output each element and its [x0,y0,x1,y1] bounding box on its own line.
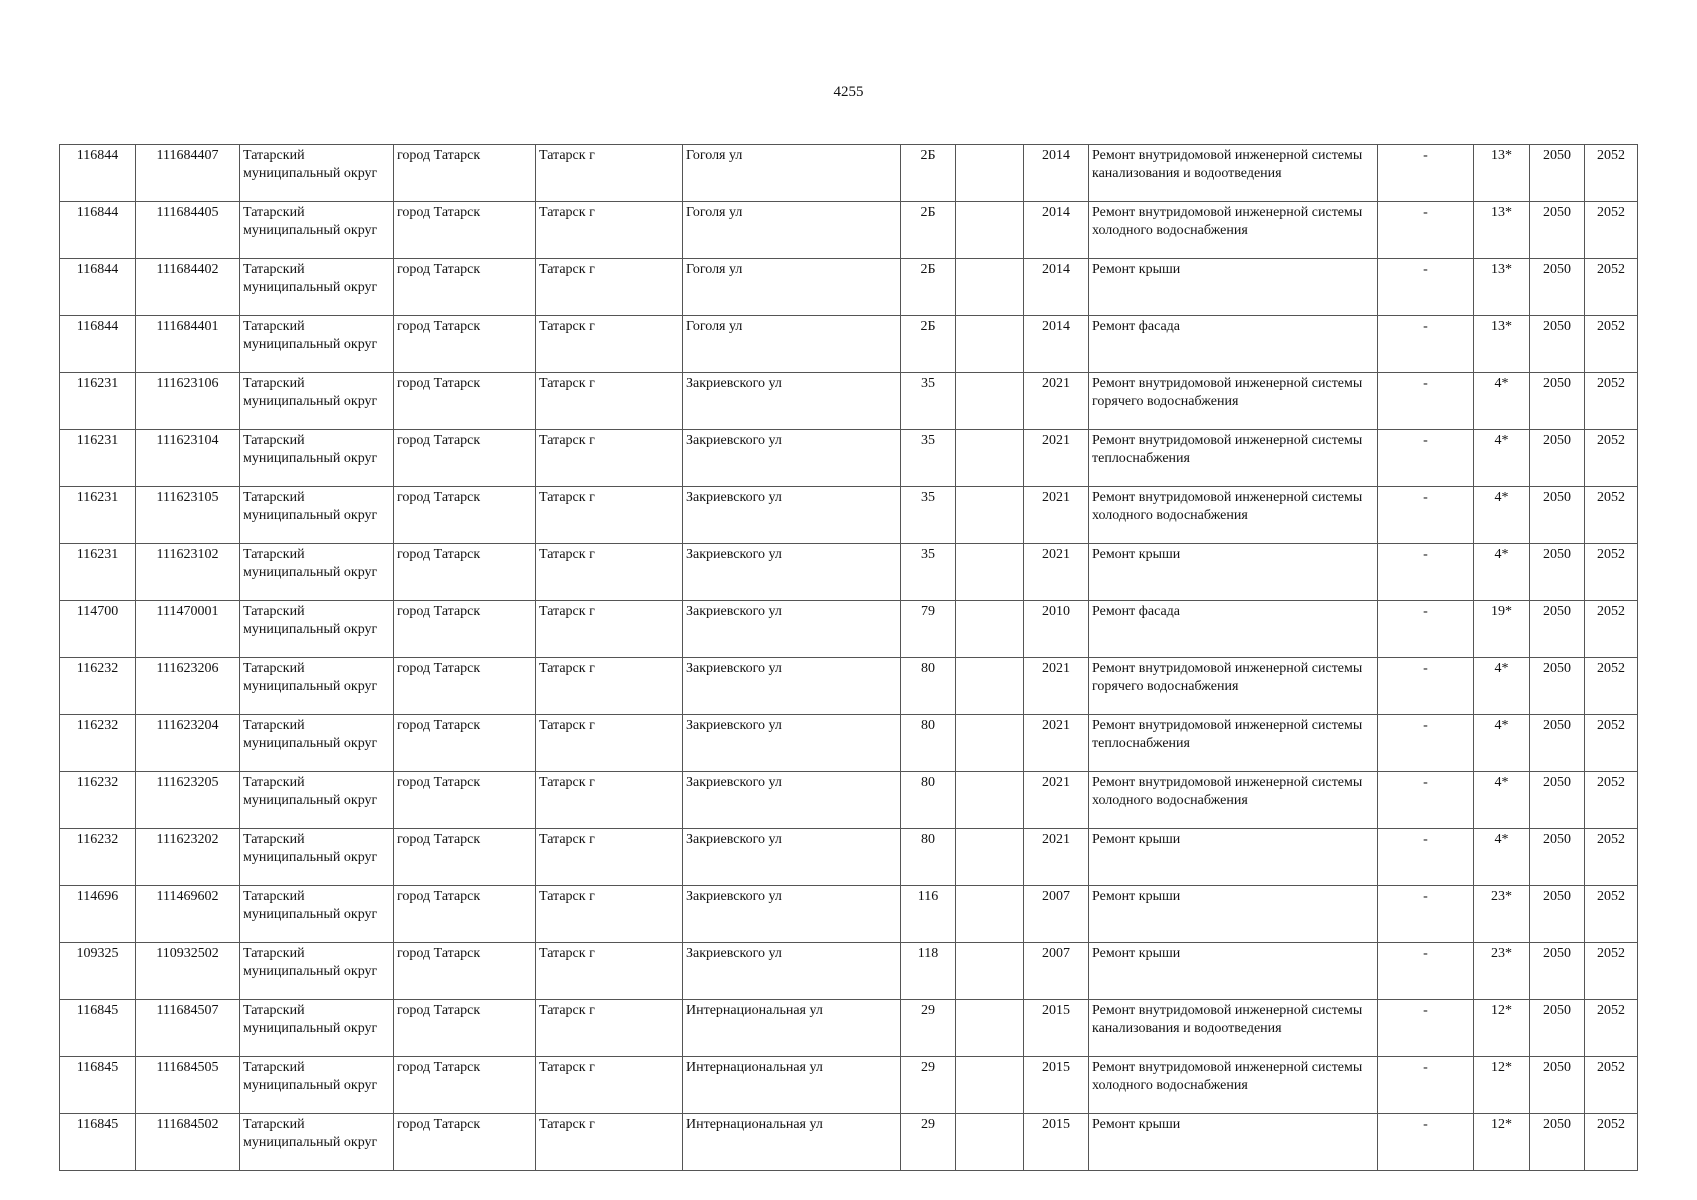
cell-street: Закриевского ул [683,772,901,829]
cell-locality: Татарск г [536,145,683,202]
cell-term: 4* [1474,373,1530,430]
cell-element-id: 110932502 [136,943,240,1000]
cell-municipality: Татарский муниципальный округ [240,1057,394,1114]
cell-plan-start: 2050 [1530,715,1585,772]
table-row [60,145,1638,202]
table-row [60,715,1638,772]
cell-element-id: 111623104 [136,430,240,487]
cell-municipality: Татарский муниципальный округ [240,1000,394,1057]
cell-element-id: 111623204 [136,715,240,772]
cell-building [956,145,1024,202]
cell-locality: Татарск г [536,1114,683,1171]
cell-plan-start: 2050 [1530,1000,1585,1057]
cell-municipality: Татарский муниципальный округ [240,544,394,601]
cell-municipality: Татарский муниципальный округ [240,430,394,487]
cell-settlement: город Татарск [394,886,536,943]
cell-locality: Татарск г [536,715,683,772]
cell-term: 4* [1474,829,1530,886]
cell-element-id: 111623206 [136,658,240,715]
table-row [60,544,1638,601]
cell-house-id: 116844 [60,202,136,259]
cell-locality: Татарск г [536,772,683,829]
cell-plan-end: 2052 [1585,145,1638,202]
cell-settlement: город Татарск [394,1114,536,1171]
cell-term: 12* [1474,1000,1530,1057]
cell-term: 19* [1474,601,1530,658]
cell-blank-mark: - [1378,544,1474,601]
cell-settlement: город Татарск [394,829,536,886]
cell-settlement: город Татарск [394,145,536,202]
cell-locality: Татарск г [536,1000,683,1057]
cell-blank-mark: - [1378,772,1474,829]
cell-term: 4* [1474,487,1530,544]
cell-house-id: 116232 [60,715,136,772]
cell-plan-end: 2052 [1585,544,1638,601]
cell-year-built: 2021 [1024,658,1089,715]
cell-street: Закриевского ул [683,601,901,658]
table-body [60,145,1638,1171]
cell-house-number: 80 [901,829,956,886]
cell-year-built: 2015 [1024,1000,1089,1057]
cell-locality: Татарск г [536,886,683,943]
table-row [60,772,1638,829]
cell-house-id: 116845 [60,1057,136,1114]
table-row [60,829,1638,886]
cell-blank-mark: - [1378,829,1474,886]
cell-blank-mark: - [1378,145,1474,202]
cell-building [956,886,1024,943]
cell-house-number: 118 [901,943,956,1000]
cell-building [956,430,1024,487]
cell-street: Закриевского ул [683,829,901,886]
cell-municipality: Татарский муниципальный округ [240,316,394,373]
cell-work-type: Ремонт внутридомовой инженерной системы канализования и водоотведения [1089,1000,1378,1057]
cell-year-built: 2014 [1024,145,1089,202]
cell-year-built: 2014 [1024,259,1089,316]
cell-plan-end: 2052 [1585,1000,1638,1057]
cell-street: Гоголя ул [683,202,901,259]
cell-street: Закриевского ул [683,430,901,487]
cell-element-id: 111684502 [136,1114,240,1171]
registry-table [59,144,1638,1171]
cell-house-number: 80 [901,715,956,772]
cell-year-built: 2021 [1024,430,1089,487]
cell-plan-end: 2052 [1585,772,1638,829]
cell-plan-start: 2050 [1530,1057,1585,1114]
cell-street: Гоголя ул [683,259,901,316]
cell-locality: Татарск г [536,601,683,658]
cell-building [956,202,1024,259]
cell-plan-end: 2052 [1585,886,1638,943]
cell-plan-end: 2052 [1585,1057,1638,1114]
cell-municipality: Татарский муниципальный округ [240,202,394,259]
cell-building [956,715,1024,772]
cell-building [956,487,1024,544]
cell-term: 4* [1474,772,1530,829]
cell-settlement: город Татарск [394,601,536,658]
table-row [60,430,1638,487]
cell-municipality: Татарский муниципальный округ [240,601,394,658]
cell-building [956,544,1024,601]
cell-street: Закриевского ул [683,886,901,943]
table-row [60,373,1638,430]
cell-work-type: Ремонт крыши [1089,886,1378,943]
cell-house-number: 29 [901,1000,956,1057]
cell-plan-end: 2052 [1585,715,1638,772]
cell-building [956,658,1024,715]
cell-locality: Татарск г [536,202,683,259]
cell-blank-mark: - [1378,658,1474,715]
table-row [60,886,1638,943]
cell-house-id: 109325 [60,943,136,1000]
cell-locality: Татарск г [536,259,683,316]
cell-plan-start: 2050 [1530,886,1585,943]
cell-street: Закриевского ул [683,715,901,772]
cell-blank-mark: - [1378,259,1474,316]
cell-blank-mark: - [1378,487,1474,544]
cell-street: Закриевского ул [683,373,901,430]
cell-house-number: 80 [901,772,956,829]
cell-term: 12* [1474,1114,1530,1171]
cell-term: 13* [1474,259,1530,316]
table-row [60,202,1638,259]
cell-year-built: 2015 [1024,1114,1089,1171]
cell-element-id: 111684505 [136,1057,240,1114]
cell-work-type: Ремонт внутридомовой инженерной системы теплоснабжения [1089,715,1378,772]
cell-plan-start: 2050 [1530,544,1585,601]
cell-settlement: город Татарск [394,487,536,544]
cell-locality: Татарск г [536,658,683,715]
cell-element-id: 111684507 [136,1000,240,1057]
cell-plan-start: 2050 [1530,829,1585,886]
cell-municipality: Татарский муниципальный округ [240,715,394,772]
cell-street: Интернациональная ул [683,1057,901,1114]
cell-street: Закриевского ул [683,658,901,715]
cell-settlement: город Татарск [394,373,536,430]
cell-element-id: 111684402 [136,259,240,316]
cell-settlement: город Татарск [394,943,536,1000]
cell-plan-start: 2050 [1530,658,1585,715]
cell-term: 4* [1474,430,1530,487]
cell-municipality: Татарский муниципальный округ [240,829,394,886]
cell-street: Закриевского ул [683,487,901,544]
cell-element-id: 111469602 [136,886,240,943]
cell-work-type: Ремонт внутридомовой инженерной системы холодного водоснабжения [1089,1057,1378,1114]
cell-term: 13* [1474,145,1530,202]
table-row [60,1114,1638,1171]
cell-house-number: 2Б [901,202,956,259]
cell-settlement: город Татарск [394,715,536,772]
cell-blank-mark: - [1378,1114,1474,1171]
cell-plan-end: 2052 [1585,430,1638,487]
cell-plan-end: 2052 [1585,202,1638,259]
cell-year-built: 2014 [1024,202,1089,259]
cell-house-id: 116845 [60,1000,136,1057]
cell-term: 23* [1474,886,1530,943]
cell-plan-start: 2050 [1530,259,1585,316]
cell-plan-end: 2052 [1585,829,1638,886]
cell-settlement: город Татарск [394,772,536,829]
cell-work-type: Ремонт крыши [1089,943,1378,1000]
cell-work-type: Ремонт внутридомовой инженерной системы теплоснабжения [1089,430,1378,487]
cell-house-id: 116844 [60,259,136,316]
cell-term: 12* [1474,1057,1530,1114]
cell-locality: Татарск г [536,943,683,1000]
cell-house-id: 116845 [60,1114,136,1171]
cell-locality: Татарск г [536,373,683,430]
cell-work-type: Ремонт внутридомовой инженерной системы холодного водоснабжения [1089,202,1378,259]
table-row [60,1000,1638,1057]
table-row [60,259,1638,316]
cell-work-type: Ремонт внутридомовой инженерной системы горячего водоснабжения [1089,658,1378,715]
cell-element-id: 111623202 [136,829,240,886]
cell-building [956,1114,1024,1171]
cell-work-type: Ремонт фасада [1089,601,1378,658]
cell-municipality: Татарский муниципальный округ [240,373,394,430]
cell-work-type: Ремонт крыши [1089,544,1378,601]
cell-settlement: город Татарск [394,544,536,601]
cell-building [956,829,1024,886]
cell-term: 13* [1474,202,1530,259]
cell-plan-start: 2050 [1530,430,1585,487]
cell-municipality: Татарский муниципальный округ [240,145,394,202]
cell-year-built: 2021 [1024,715,1089,772]
cell-house-number: 29 [901,1114,956,1171]
cell-plan-end: 2052 [1585,1114,1638,1171]
cell-municipality: Татарский муниципальный округ [240,1114,394,1171]
cell-house-number: 79 [901,601,956,658]
cell-settlement: город Татарск [394,430,536,487]
cell-settlement: город Татарск [394,1057,536,1114]
cell-blank-mark: - [1378,601,1474,658]
cell-blank-mark: - [1378,316,1474,373]
cell-plan-start: 2050 [1530,373,1585,430]
cell-house-number: 35 [901,544,956,601]
cell-plan-start: 2050 [1530,487,1585,544]
cell-house-id: 114700 [60,601,136,658]
cell-year-built: 2010 [1024,601,1089,658]
cell-street: Закриевского ул [683,943,901,1000]
cell-locality: Татарск г [536,1057,683,1114]
cell-street: Гоголя ул [683,145,901,202]
cell-blank-mark: - [1378,430,1474,487]
cell-blank-mark: - [1378,886,1474,943]
cell-house-id: 114696 [60,886,136,943]
cell-house-number: 35 [901,430,956,487]
cell-plan-end: 2052 [1585,316,1638,373]
cell-term: 23* [1474,943,1530,1000]
table-row [60,316,1638,373]
cell-house-id: 116231 [60,544,136,601]
cell-plan-end: 2052 [1585,658,1638,715]
cell-house-id: 116844 [60,145,136,202]
cell-year-built: 2007 [1024,943,1089,1000]
cell-house-number: 2Б [901,259,956,316]
cell-street: Интернациональная ул [683,1114,901,1171]
cell-plan-end: 2052 [1585,487,1638,544]
cell-plan-start: 2050 [1530,202,1585,259]
cell-element-id: 111470001 [136,601,240,658]
cell-house-id: 116844 [60,316,136,373]
cell-street: Закриевского ул [683,544,901,601]
cell-year-built: 2021 [1024,487,1089,544]
cell-house-number: 35 [901,487,956,544]
cell-blank-mark: - [1378,1057,1474,1114]
cell-year-built: 2014 [1024,316,1089,373]
cell-term: 4* [1474,715,1530,772]
cell-municipality: Татарский муниципальный округ [240,943,394,1000]
cell-house-id: 116232 [60,658,136,715]
cell-blank-mark: - [1378,373,1474,430]
cell-locality: Татарск г [536,487,683,544]
cell-locality: Татарск г [536,544,683,601]
cell-street: Интернациональная ул [683,1000,901,1057]
cell-house-number: 116 [901,886,956,943]
cell-settlement: город Татарск [394,658,536,715]
cell-municipality: Татарский муниципальный округ [240,658,394,715]
cell-blank-mark: - [1378,943,1474,1000]
cell-work-type: Ремонт крыши [1089,1114,1378,1171]
cell-house-id: 116232 [60,829,136,886]
cell-house-number: 35 [901,373,956,430]
cell-plan-start: 2050 [1530,316,1585,373]
cell-year-built: 2007 [1024,886,1089,943]
cell-house-id: 116231 [60,487,136,544]
cell-plan-start: 2050 [1530,1114,1585,1171]
table-row [60,943,1638,1000]
cell-plan-start: 2050 [1530,601,1585,658]
cell-street: Гоголя ул [683,316,901,373]
cell-house-id: 116232 [60,772,136,829]
table-row [60,487,1638,544]
cell-work-type: Ремонт крыши [1089,829,1378,886]
cell-house-number: 2Б [901,145,956,202]
cell-plan-start: 2050 [1530,145,1585,202]
cell-building [956,259,1024,316]
cell-house-number: 29 [901,1057,956,1114]
cell-building [956,373,1024,430]
cell-work-type: Ремонт внутридомовой инженерной системы канализования и водоотведения [1089,145,1378,202]
table-row [60,658,1638,715]
table-row [60,601,1638,658]
cell-settlement: город Татарск [394,202,536,259]
cell-element-id: 111684401 [136,316,240,373]
cell-blank-mark: - [1378,1000,1474,1057]
cell-building [956,601,1024,658]
cell-plan-start: 2050 [1530,772,1585,829]
cell-settlement: город Татарск [394,259,536,316]
cell-locality: Татарск г [536,316,683,373]
cell-element-id: 111623205 [136,772,240,829]
cell-plan-start: 2050 [1530,943,1585,1000]
cell-term: 13* [1474,316,1530,373]
cell-house-number: 80 [901,658,956,715]
cell-work-type: Ремонт фасада [1089,316,1378,373]
cell-work-type: Ремонт внутридомовой инженерной системы горячего водоснабжения [1089,373,1378,430]
cell-element-id: 111684405 [136,202,240,259]
cell-blank-mark: - [1378,202,1474,259]
cell-locality: Татарск г [536,829,683,886]
cell-term: 4* [1474,658,1530,715]
cell-municipality: Татарский муниципальный округ [240,259,394,316]
page-number: 4255 [833,84,864,100]
cell-municipality: Татарский муниципальный округ [240,772,394,829]
cell-year-built: 2015 [1024,1057,1089,1114]
cell-blank-mark: - [1378,715,1474,772]
cell-building [956,316,1024,373]
cell-settlement: город Татарск [394,316,536,373]
cell-work-type: Ремонт крыши [1089,259,1378,316]
cell-building [956,1057,1024,1114]
cell-municipality: Татарский муниципальный округ [240,487,394,544]
cell-element-id: 111684407 [136,145,240,202]
cell-element-id: 111623106 [136,373,240,430]
cell-element-id: 111623105 [136,487,240,544]
cell-plan-end: 2052 [1585,259,1638,316]
cell-settlement: город Татарск [394,1000,536,1057]
cell-building [956,1000,1024,1057]
cell-plan-end: 2052 [1585,601,1638,658]
cell-work-type: Ремонт внутридомовой инженерной системы холодного водоснабжения [1089,772,1378,829]
cell-house-id: 116231 [60,430,136,487]
cell-house-number: 2Б [901,316,956,373]
cell-building [956,943,1024,1000]
cell-element-id: 111623102 [136,544,240,601]
table-row [60,1057,1638,1114]
cell-municipality: Татарский муниципальный округ [240,886,394,943]
cell-year-built: 2021 [1024,544,1089,601]
cell-locality: Татарск г [536,430,683,487]
cell-year-built: 2021 [1024,373,1089,430]
cell-term: 4* [1474,544,1530,601]
cell-plan-end: 2052 [1585,943,1638,1000]
cell-year-built: 2021 [1024,772,1089,829]
cell-year-built: 2021 [1024,829,1089,886]
cell-building [956,772,1024,829]
cell-plan-end: 2052 [1585,373,1638,430]
cell-house-id: 116231 [60,373,136,430]
cell-work-type: Ремонт внутридомовой инженерной системы холодного водоснабжения [1089,487,1378,544]
